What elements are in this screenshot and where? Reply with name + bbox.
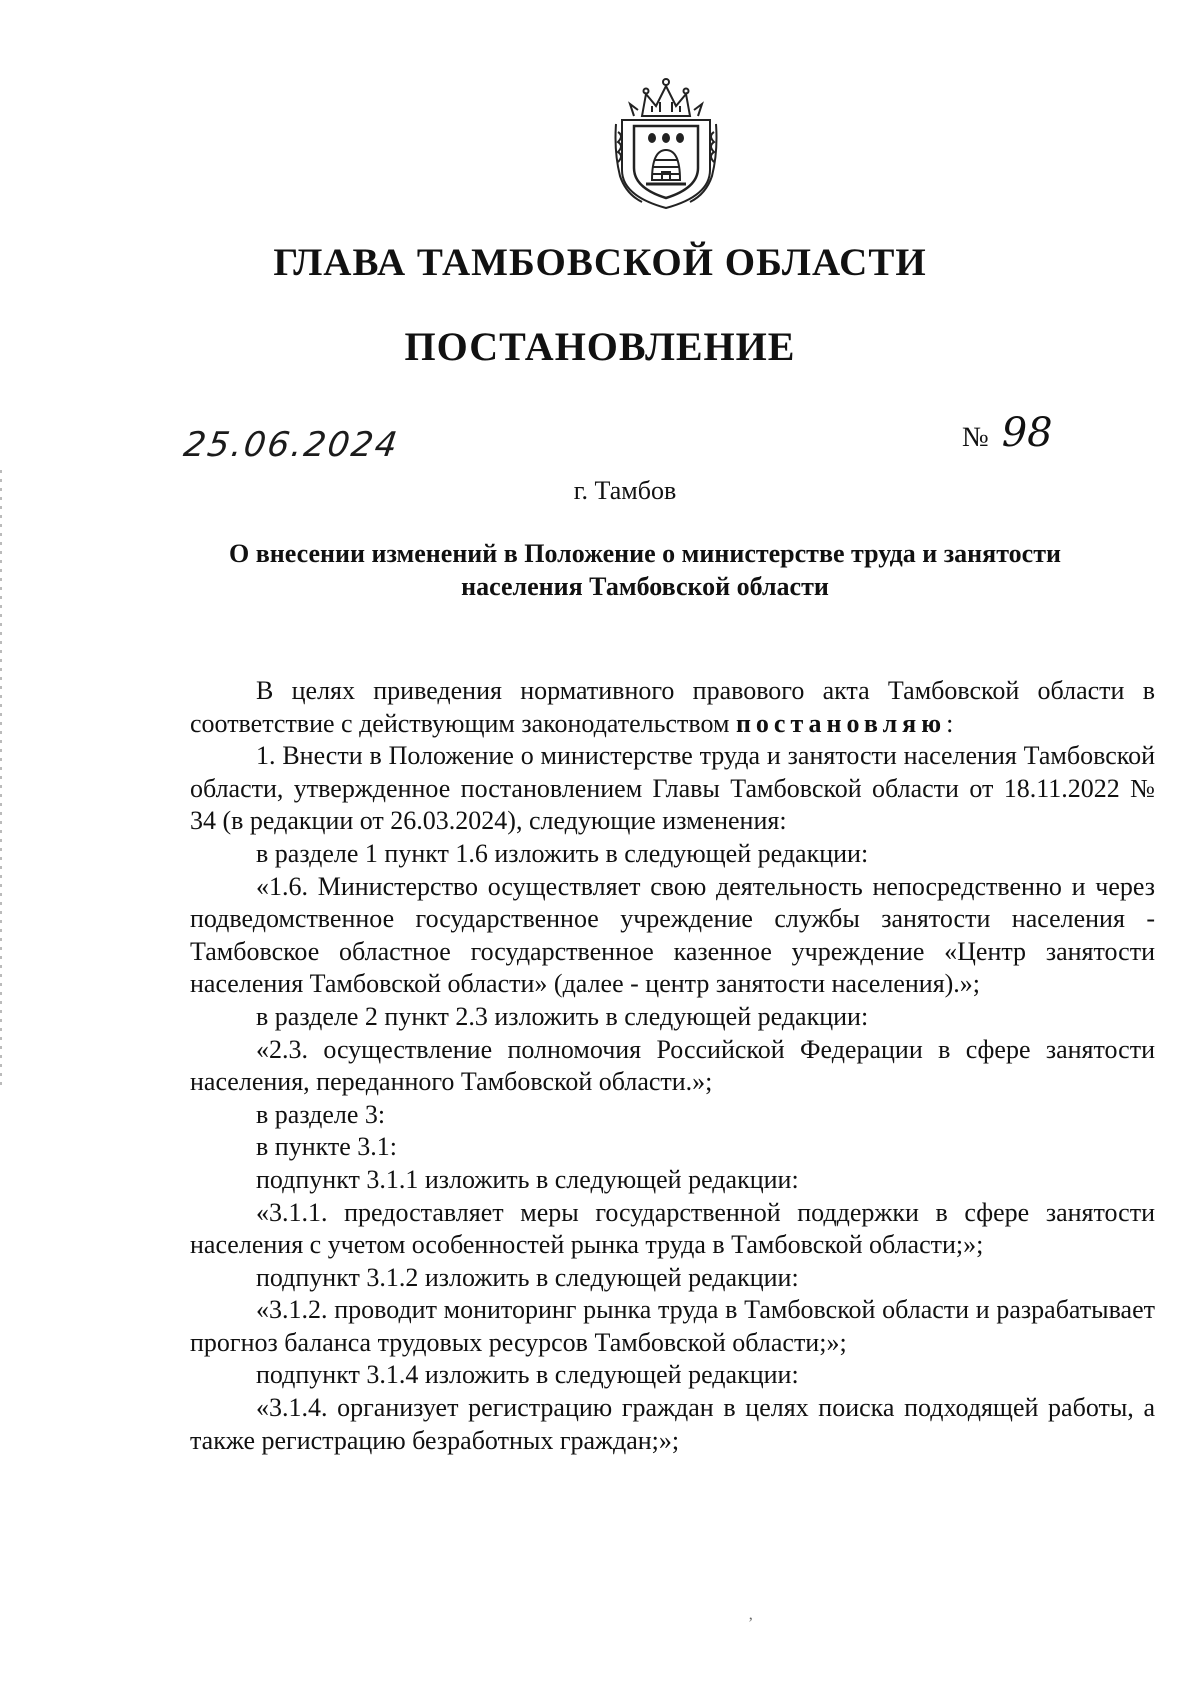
intro-text: В целях приведения нормативного правового акта Тамбовской области в соответствие с действующим законодательством [190,676,1155,738]
document-date: 25.06.2024 [181,425,402,465]
paragraph-item-1: 1. Внести в Положение о министерстве труда и занятости населения Тамбовской области, утвержденное постановлением Главы Тамбовской области от 18.11.2022 № 34 (в редакции от 26.03.2024), следующие изменения: [190,741,1155,836]
document-number [962,410,1053,456]
paragraph-section-3: в разделе 3: [256,1099,386,1129]
number-label: № [962,422,989,453]
paragraph-subpoint-3-1-4: подпункт 3.1.4 изложить в следующей редакции: [256,1360,799,1390]
intro-keyword: постановляю [735,708,947,738]
paragraph-section-2: в разделе 2 пункт 2.3 изложить в следующей редакции: [256,1001,869,1031]
paragraph-quote-1-6: «1.6. Министерство осуществляет свою деятельность непосредственно и через подведомственное государственное учреждение службы занятости населения - Тамбовское областное государственное казенное учреждение «Центр занятости населения Тамбовской области» (далее - центр занятости населения).»; [190,871,1155,999]
document-type: ПОСТАНОВЛЕНИЕ [404,324,796,369]
number-value: 98 [1001,410,1053,456]
paragraph-quote-2-3: «2.3. осуществление полномочия Российской Федерации в сфере занятости населения, переданного Тамбовской области.»; [190,1034,1155,1097]
paragraph-quote-3-1-2: «3.1.2. проводит мониторинг рынка труда в Тамбовской области и разрабатывает прогноз баланса трудовых ресурсов Тамбовской области;»; [190,1295,1155,1357]
paragraph-subpoint-3-1-1: подпункт 3.1.1 изложить в следующей редакции: [256,1164,799,1194]
intro-paragraph [190,675,1155,740]
coat-of-arms-icon [612,72,720,212]
issue-city: г. Тамбов [573,476,677,505]
paragraph-quote-3-1-4: «3.1.4. организует регистрацию граждан в целях поиска подходящей работы, а также регистрацию безработных граждан;»; [190,1393,1155,1455]
scan-edge-artifact [0,470,2,1090]
page-tick-mark: ʼ [748,1615,754,1632]
paragraph-quote-3-1-1: «3.1.1. предоставляет меры государственной поддержки в сфере занятости населения с учетом особенностей рынка труда в Тамбовской области;»; [190,1197,1155,1260]
paragraph-point-3-1: в пункте 3.1: [256,1132,398,1162]
paragraph-section-1: в разделе 1 пункт 1.6 изложить в следующей редакции: [256,838,869,868]
paragraph-subpoint-3-1-2: подпункт 3.1.2 изложить в следующей редакции: [256,1262,799,1292]
issuing-authority: ГЛАВА ТАМБОВСКОЙ ОБЛАСТИ [273,241,927,284]
document-title: О внесении изменений в Положение о министерстве труда и занятости населения Тамбовской области [229,539,1061,601]
intro-end: : [946,708,954,738]
document-body [190,675,1155,1457]
